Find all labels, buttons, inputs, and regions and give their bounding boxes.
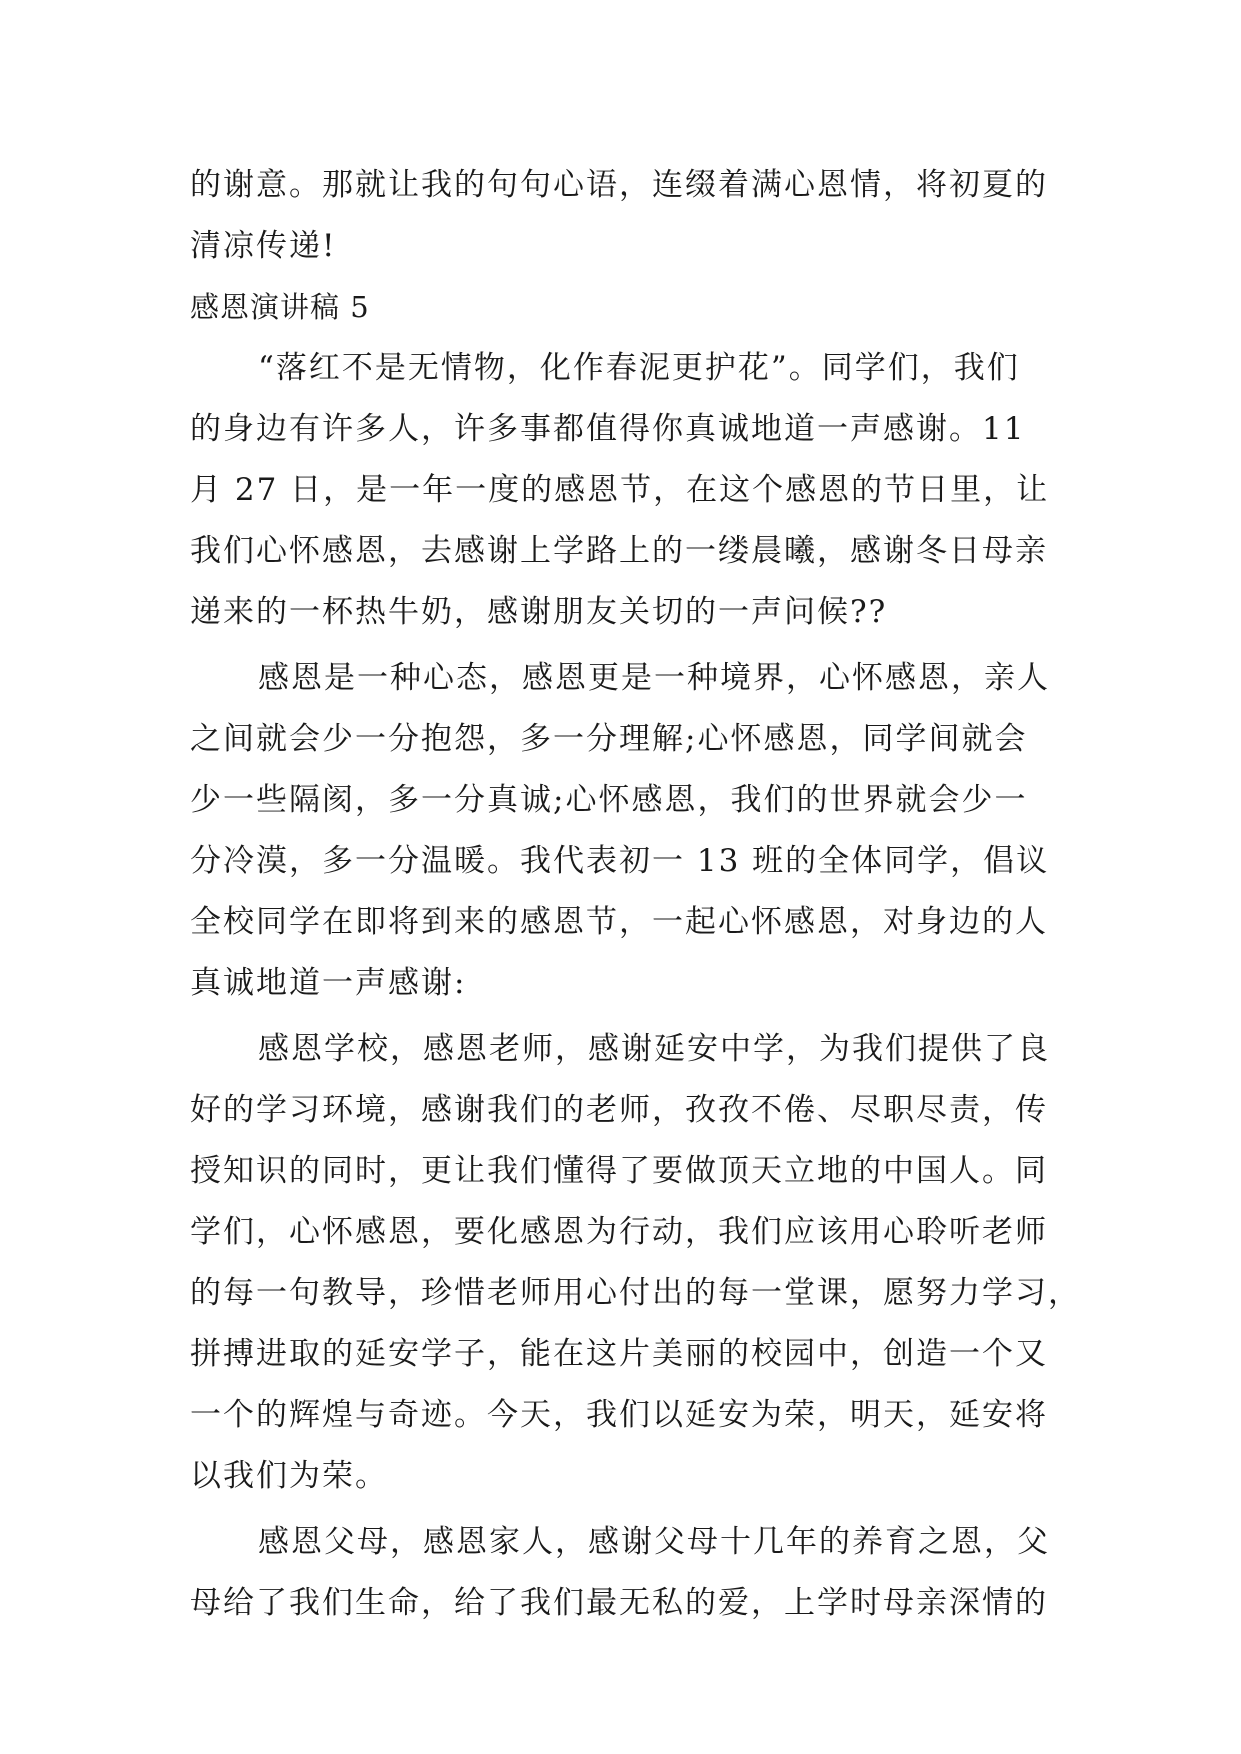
- text-line: 少一些隔阂，多一分真诚;心怀感恩，我们的世界就会少一: [190, 782, 1028, 818]
- text-line: 清凉传递!: [190, 228, 337, 264]
- text-line: 感恩是一种心态，感恩更是一种境界，心怀感恩，亲人: [258, 660, 1050, 696]
- text-line: “落红不是无情物，化作春泥更护花”。同学们，我们: [258, 350, 1020, 386]
- paragraph: [190, 1019, 1081, 1507]
- paragraph: [190, 338, 1050, 643]
- text-line: 的身边有许多人，许多事都值得你真诚地道一声感谢。11: [190, 411, 1026, 447]
- text-line: 之间就会少一分抱怨，多一分理解;心怀感恩，同学间就会: [190, 721, 1028, 757]
- text-line: 一个的辉煌与奇迹。今天，我们以延安为荣，明天，延安将: [190, 1397, 1048, 1433]
- text-line: 拼搏进取的延安学子，能在这片美丽的校园中，创造一个又: [190, 1336, 1048, 1372]
- text-line: 好的学习环境，感谢我们的老师，孜孜不倦、尽职尽责，传: [190, 1092, 1048, 1128]
- text-line: 感恩父母，感恩家人，感谢父母十几年的养育之恩，父: [258, 1524, 1050, 1560]
- text-line: 的谢意。那就让我的句句心语，连缀着满心恩情，将初夏的: [190, 167, 1048, 203]
- text-line: 月 27 日，是一年一度的感恩节，在这个感恩的节日里，让: [190, 472, 1050, 508]
- text-line: 真诚地道一声感谢:: [190, 965, 467, 1001]
- text-line: 以我们为荣。: [190, 1458, 388, 1494]
- text-line: 的每一句教导，珍惜老师用心付出的每一堂课，愿努力学习，: [190, 1275, 1081, 1311]
- text-line: 母给了我们生命，给了我们最无私的爱，上学时母亲深情的: [190, 1585, 1048, 1621]
- text-line: 全校同学在即将到来的感恩节，一起心怀感恩，对身边的人: [190, 904, 1048, 940]
- text-line: 感恩学校，感恩老师，感谢延安中学，为我们提供了良: [258, 1031, 1050, 1067]
- paragraph: [190, 1512, 1050, 1634]
- text-line: 我们心怀感恩，去感谢上学路上的一缕晨曦，感谢冬日母亲: [190, 533, 1048, 569]
- text-line: 分冷漠，多一分温暖。我代表初一 13 班的全体同学，倡议: [190, 843, 1050, 879]
- paragraph: [190, 648, 1050, 1014]
- section-heading: 感恩演讲稿 5: [190, 290, 370, 324]
- text-line: 学们，心怀感恩，要化感恩为行动，我们应该用心聆听老师: [190, 1214, 1048, 1250]
- intro-text: [190, 155, 1050, 277]
- document-page: [190, 155, 1081, 1634]
- text-line: 授知识的同时，更让我们懂得了要做顶天立地的中国人。同: [190, 1153, 1048, 1189]
- text-line: 递来的一杯热牛奶，感谢朋友关切的一声问候??: [190, 594, 888, 630]
